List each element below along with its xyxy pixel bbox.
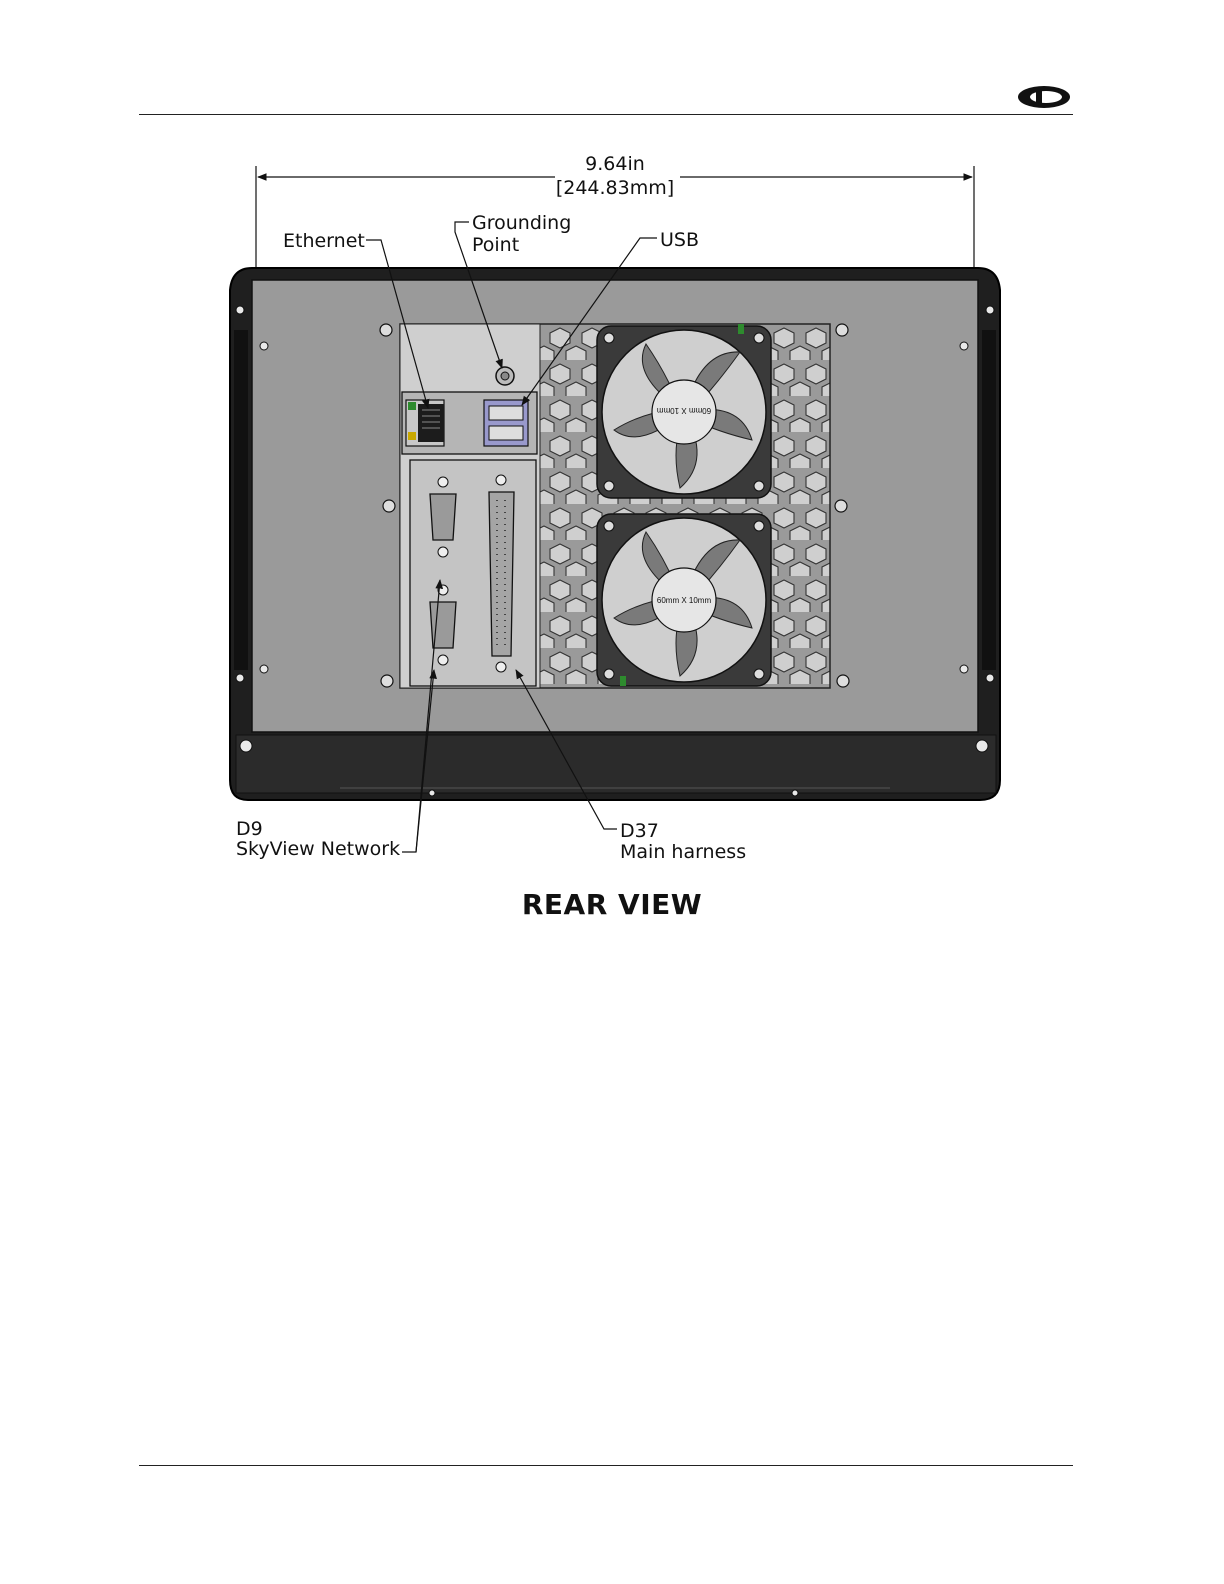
d9-label-line2: SkyView Network xyxy=(236,838,401,860)
usb-label: USB xyxy=(660,229,700,251)
d9-label-line1: D9 xyxy=(236,818,263,840)
connector-panel xyxy=(410,460,536,686)
grounding-label-line1: Grounding xyxy=(472,212,572,234)
grounding-point xyxy=(496,367,514,385)
figure-caption: REAR VIEW xyxy=(521,888,703,921)
d37-label-line2: Main harness xyxy=(620,841,747,863)
dimension-inches: 9.64in xyxy=(585,153,645,175)
fan-bottom-label: 60mm X 10mm xyxy=(656,596,712,605)
usb-ports xyxy=(484,400,528,446)
ethernet-port xyxy=(406,400,444,446)
d37-connector xyxy=(489,475,514,672)
ethernet-label: Ethernet xyxy=(283,230,365,252)
footer-rule xyxy=(139,1465,1073,1466)
grounding-label-line2: Point xyxy=(472,234,520,256)
dimension-millimeters: [244.83mm] xyxy=(555,177,675,199)
d37-label-line1: D37 xyxy=(620,820,659,842)
fan-top-label: 60mm X 10mm xyxy=(656,406,712,415)
